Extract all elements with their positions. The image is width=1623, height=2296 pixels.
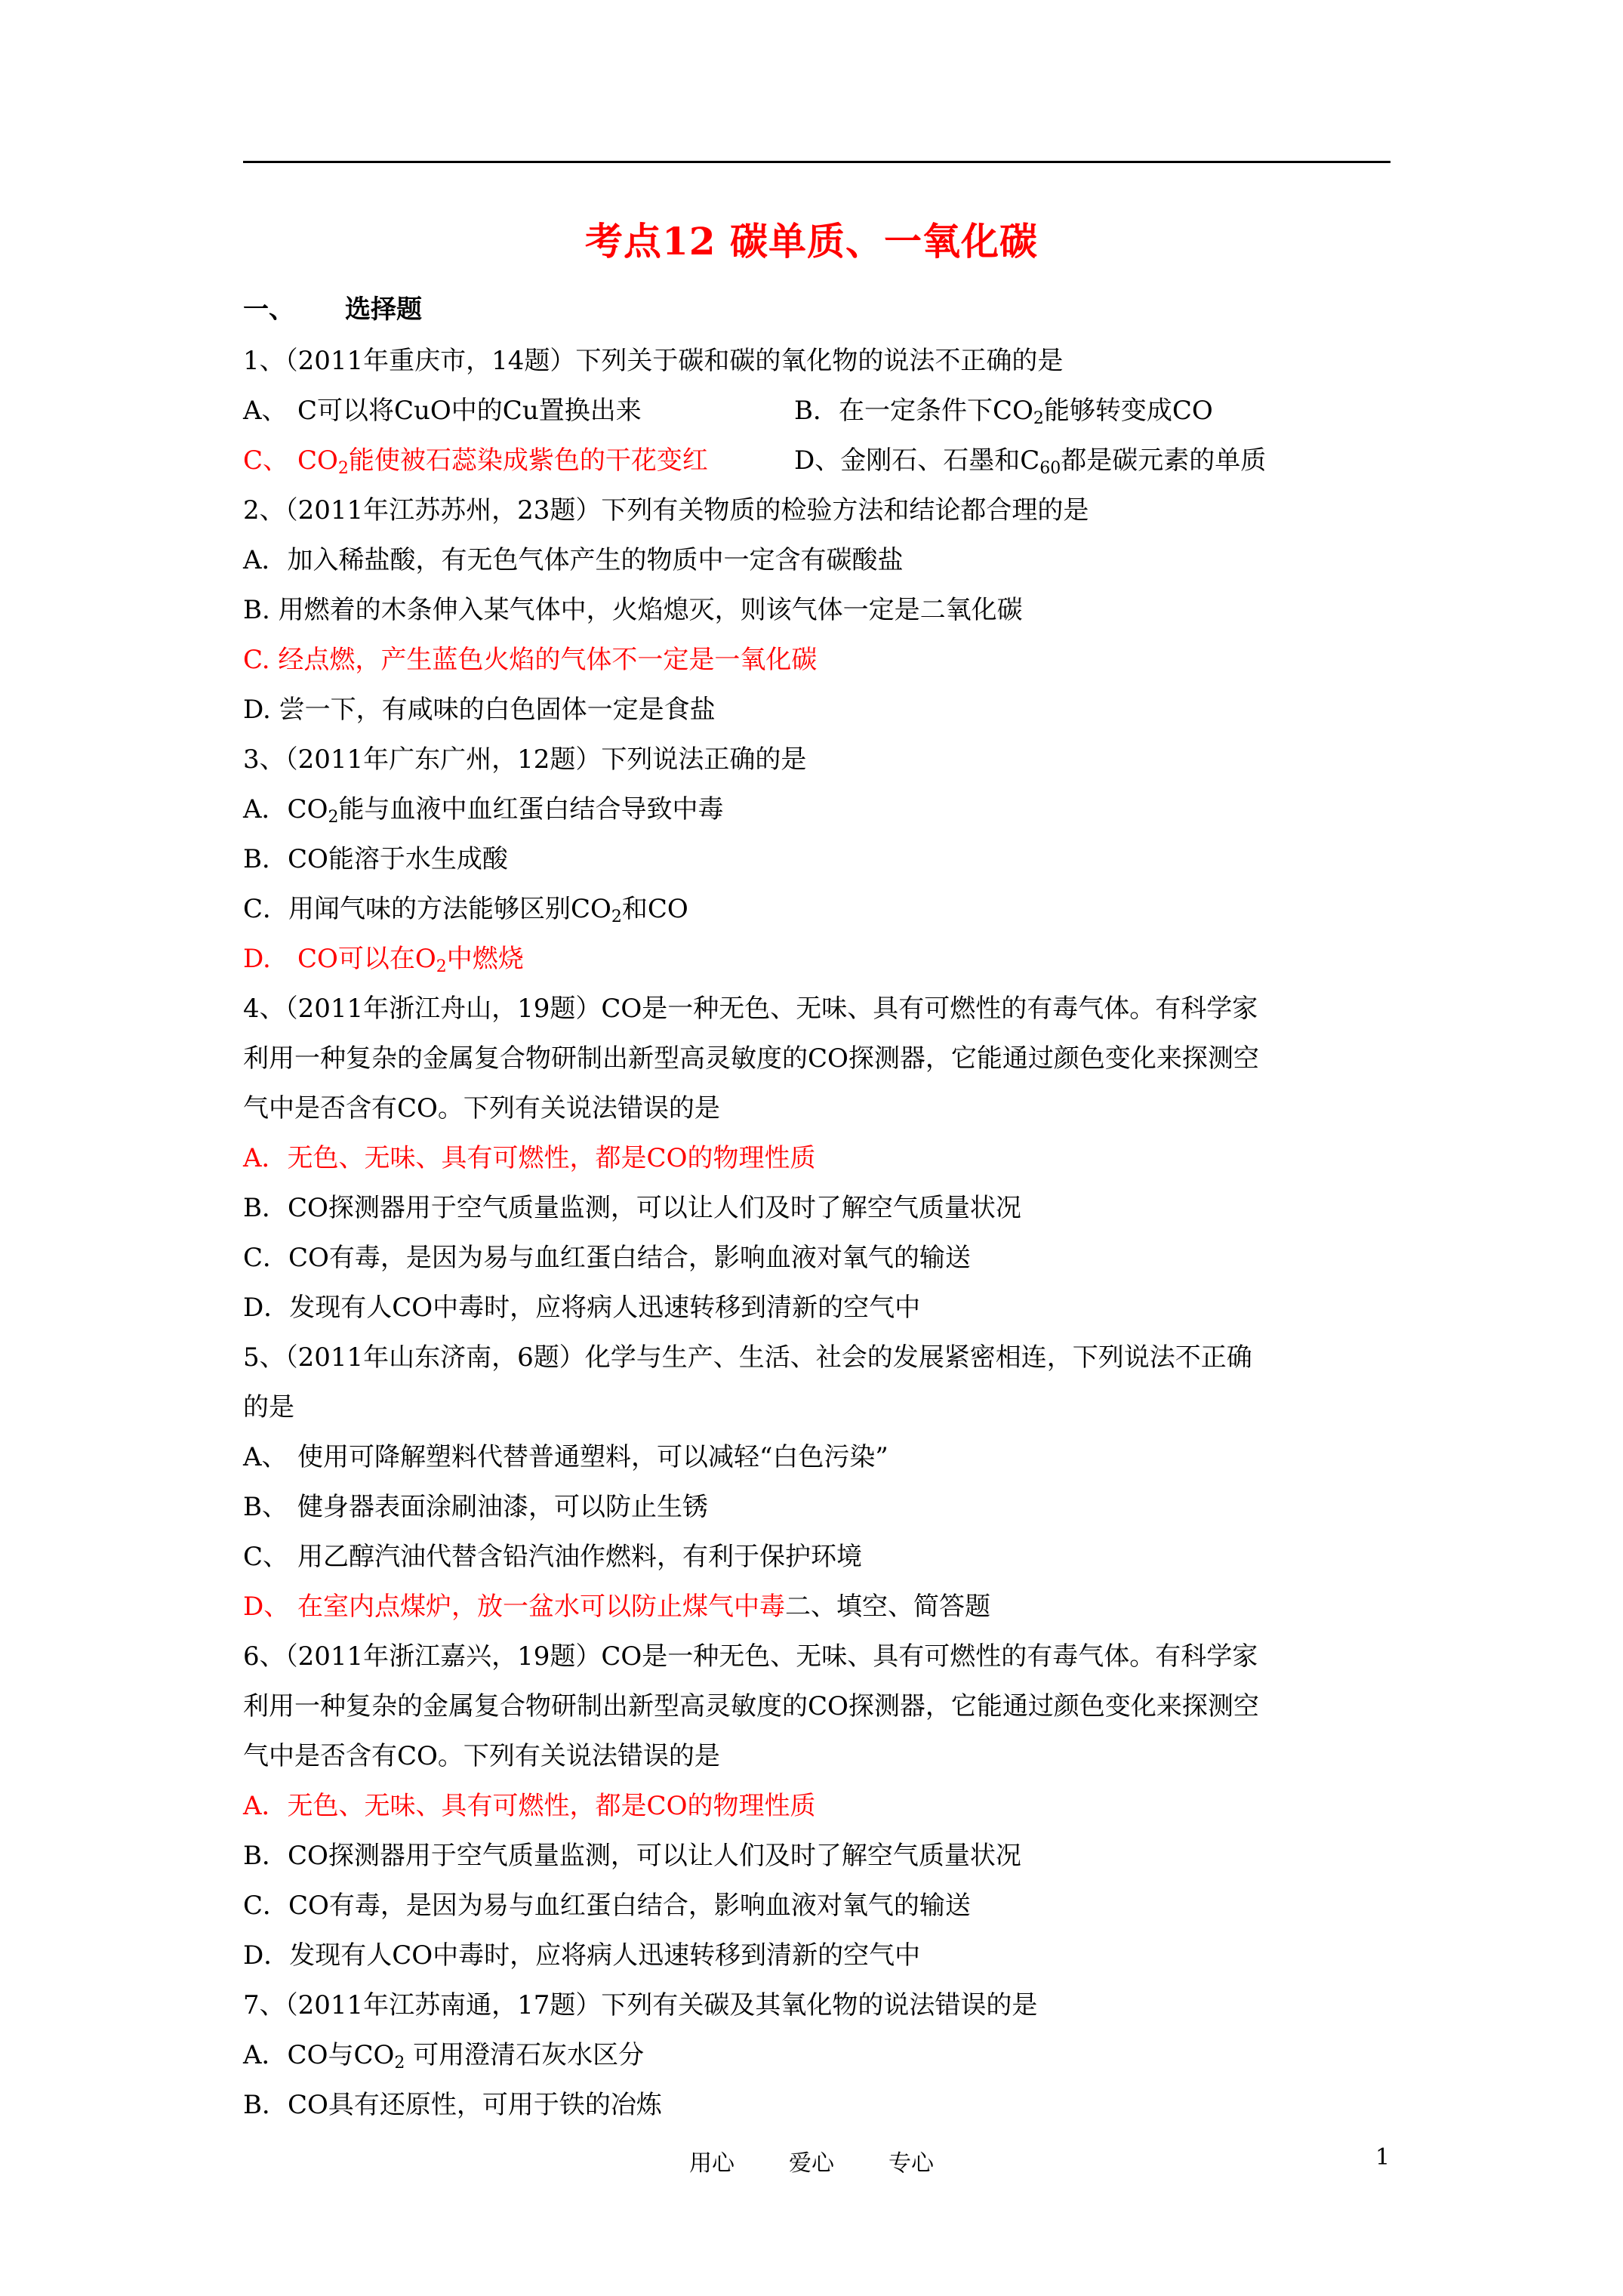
- q3-option-c-post: 和CO: [621, 894, 688, 924]
- q4-option-b: B．CO探测器用于空气质量监测，可以让人们及时了解空气质量状况: [243, 1193, 1021, 1223]
- q2-option-c: C. 经点燃，产生蓝色火焰的气体不一定是一氧化碳: [243, 645, 818, 675]
- q5-option-d-text: 在室内点煤炉，放一盆水可以防止煤气中毒: [297, 1592, 785, 1622]
- section-heading: [243, 288, 422, 325]
- q1-stem: 1、（2011年重庆市，14题）下列关于碳和碳的氧化物的说法不正确的是: [243, 346, 1064, 376]
- q6-stem-line1: 6、（2011年浙江嘉兴，19题）CO是一种无色、无味、具有可燃性的有毒气体。有科学家: [243, 1641, 1258, 1672]
- q3-option-d-sub: 2: [436, 957, 447, 976]
- q3-option-c-sub: 2: [611, 908, 622, 926]
- q2-option-a: A．加入稀盐酸，有无色气体产生的物质中一定含有碳酸盐: [243, 545, 904, 575]
- q4-stem-line2: 利用一种复杂的金属复合物研制出新型高灵敏度的CO探测器，它能通过颜色变化来探测空: [243, 1043, 1259, 1074]
- q1-option-d-post: 都是碳元素的单质: [1061, 445, 1267, 476]
- q3-option-d: [243, 934, 1398, 984]
- q3-stem: 3、（2011年广东广州，12题）下列说法正确的是: [243, 744, 807, 775]
- q5-option-d-answer: [243, 1592, 785, 1622]
- q1-option-a: C可以将CuO中的Cu置换出来: [297, 396, 642, 426]
- q1-option-c-sub: 2: [337, 459, 349, 478]
- q7-option-a-sub: 2: [394, 2054, 405, 2073]
- q6-option-c: C．CO有毒，是因为易与血红蛋白结合，影响血液对氧气的输送: [243, 1891, 971, 1921]
- footer-motto-2: 爱心: [789, 2150, 834, 2177]
- q3-option-a-post: 能与血液中血红蛋白结合导致中毒: [338, 794, 724, 824]
- q1-option-d: [794, 436, 1266, 485]
- q3-option-a-pre: A．CO: [243, 794, 328, 824]
- q7-option-a: [243, 2030, 1398, 2080]
- q1-option-c-tag: C、: [243, 445, 289, 476]
- q5-option-a-tag: A、: [243, 1442, 288, 1472]
- q3-option-a-sub: 2: [328, 808, 339, 827]
- q5-option-b-text: 健身器表面涂刷油漆，可以防止生锈: [297, 1492, 708, 1522]
- q5-stem-line2: 的是: [243, 1392, 294, 1422]
- q5-option-b-tag: B、: [243, 1492, 288, 1522]
- footer-motto-3: 专心: [888, 2150, 934, 2177]
- question-list: [243, 336, 1398, 2130]
- q3-option-c: [243, 884, 1398, 934]
- q1-option-b: [794, 386, 1213, 436]
- q3-option-d-tag: D.: [243, 944, 271, 974]
- q7-option-a-post: 可用澄清石灰水区分: [405, 2040, 645, 2070]
- q6-option-b: B．CO探测器用于空气质量监测，可以让人们及时了解空气质量状况: [243, 1841, 1021, 1871]
- page-number: 1: [1375, 2144, 1390, 2171]
- q1-option-d-pre: D、金刚石、石墨和C: [794, 445, 1040, 476]
- q5-option-c-tag: C、: [243, 1542, 289, 1572]
- q6-stem-line3: 气中是否含有CO。下列有关说法错误的是: [243, 1741, 720, 1771]
- q5-option-d: [243, 1582, 1398, 1632]
- q6-option-a: A．无色、无味、具有可燃性，都是CO的物理性质: [243, 1791, 816, 1821]
- q2-option-b: B. 用燃着的木条伸入某气体中，火焰熄灭，则该气体一定是二氧化碳: [243, 595, 1023, 625]
- q3-option-b: B．CO能溶于水生成酸: [243, 844, 508, 874]
- q1-option-b-post: 能够转变成CO: [1043, 396, 1213, 426]
- q2-stem: 2、（2011年江苏苏州，23题）下列有关物质的检验方法和结论都合理的是: [243, 495, 1089, 525]
- q4-option-c: C．CO有毒，是因为易与血红蛋白结合，影响血液对氧气的输送: [243, 1243, 971, 1273]
- q1-option-b-sub: 2: [1033, 409, 1044, 428]
- q3-option-d-post: 中燃烧: [446, 944, 524, 974]
- q4-option-a: A．无色、无味、具有可燃性，都是CO的物理性质: [243, 1143, 816, 1173]
- q1-option-c-pre: CO: [297, 445, 338, 476]
- section-number: 一、: [243, 294, 294, 325]
- q4-stem-line3: 气中是否含有CO。下列有关说法错误的是: [243, 1093, 720, 1123]
- q1-option-c-post: 能使被石蕊染成紫色的干花变红: [348, 445, 708, 476]
- q6-stem-line2: 利用一种复杂的金属复合物研制出新型高灵敏度的CO探测器，它能通过颜色变化来探测空: [243, 1691, 1259, 1721]
- section-two-heading: 二、填空、简答题: [785, 1592, 990, 1622]
- q1-options-ab: [243, 386, 1398, 436]
- q1-option-c: [243, 445, 708, 476]
- q1-option-d-sub: 60: [1039, 459, 1061, 478]
- q4-option-d: D．发现有人CO中毒时，应将病人迅速转移到清新的空气中: [243, 1293, 921, 1323]
- q6-option-d: D．发现有人CO中毒时，应将病人迅速转移到清新的空气中: [243, 1940, 921, 1971]
- q1-options-cd: [243, 436, 1398, 485]
- q5-option-b: [243, 1482, 1398, 1532]
- q3-option-a: [243, 784, 1398, 834]
- q3-option-d-pre: CO可以在O: [297, 944, 436, 974]
- q7-stem: 7、（2011年江苏南通，17题）下列有关碳及其氧化物的说法错误的是: [243, 1990, 1038, 2020]
- q7-option-b: B．CO具有还原性，可用于铁的冶炼: [243, 2090, 662, 2120]
- footer-motto-1: 用心: [689, 2150, 735, 2177]
- q5-option-a: [243, 1432, 1398, 1482]
- q5-stem-line1: 5、（2011年山东济南，6题）化学与生产、生活、社会的发展紧密相连，下列说法不正确: [243, 1342, 1252, 1373]
- section-label: 选择题: [345, 294, 422, 325]
- q4-stem-line1: 4、（2011年浙江舟山，19题）CO是一种无色、无味、具有可燃性的有毒气体。有科学家: [243, 994, 1258, 1024]
- q5-option-c-text: 用乙醇汽油代替含铅汽油作燃料，有利于保护环境: [297, 1542, 862, 1572]
- q2-option-d: D. 尝一下，有咸味的白色固体一定是食盐: [243, 695, 716, 725]
- header-rule: [243, 161, 1390, 163]
- page-title: 考点12 碳单质、一氧化碳: [585, 219, 1038, 264]
- q5-option-d-tag: D、: [243, 1592, 290, 1622]
- q5-option-c: [243, 1532, 1398, 1582]
- q5-option-a-text: 使用可降解塑料代替普通塑料，可以减轻“白色污染”: [297, 1442, 888, 1472]
- q1-option-a-tag: A、: [243, 396, 288, 426]
- q1-option-b-pre: B．在一定条件下CO: [794, 396, 1033, 426]
- q7-option-a-pre: A．CO与CO: [243, 2040, 395, 2070]
- q3-option-c-pre: C．用闻气味的方法能够区别CO: [243, 894, 611, 924]
